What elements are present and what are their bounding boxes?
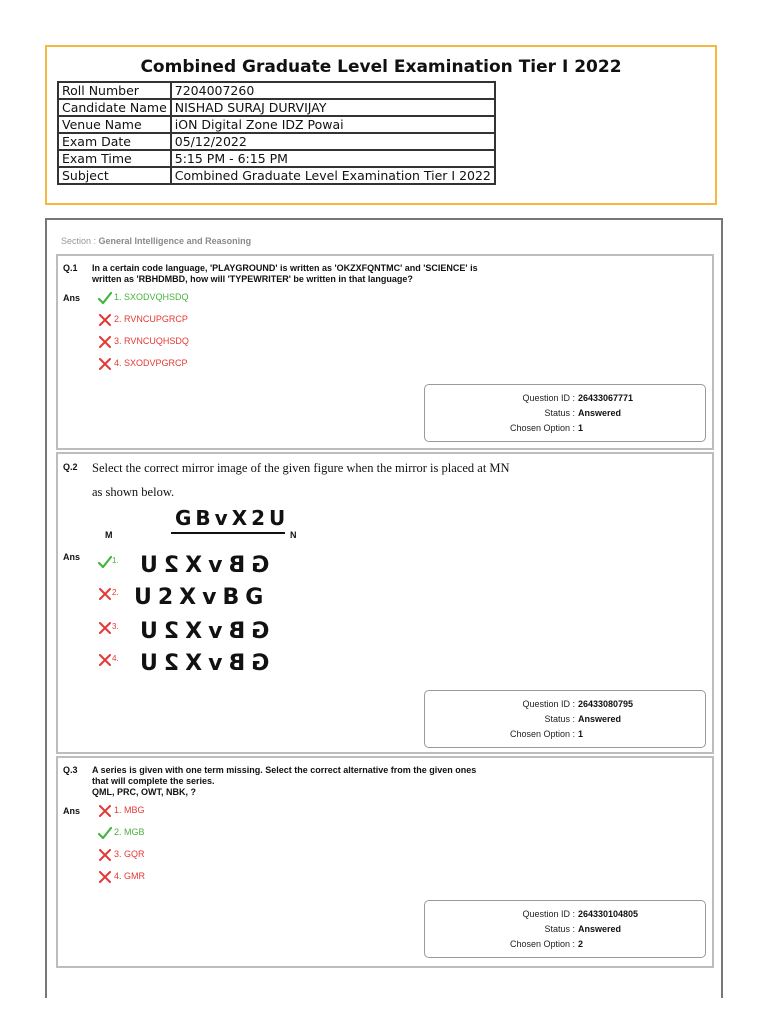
- check-icon: [98, 556, 112, 568]
- question-block-2: [56, 452, 714, 754]
- question-id-value: 264330104805: [578, 909, 639, 919]
- option-4: [98, 356, 188, 370]
- question-text-line: QML, PRC, OWT, NBK, ?: [92, 787, 196, 797]
- question-details-box: [424, 900, 706, 958]
- option-label: 4. SXODVPGRCP: [114, 358, 188, 368]
- exam-header-card: [45, 45, 717, 205]
- option-label: 3. GQR: [114, 849, 145, 859]
- table-row: [58, 99, 495, 116]
- option-number: 3.: [112, 622, 119, 631]
- question-number: Q.1: [63, 263, 78, 273]
- chosen-option-label: Chosen Option :: [509, 423, 575, 433]
- exam-title: Combined Graduate Level Examination Tier I 2022: [140, 57, 622, 77]
- option-2: [98, 584, 269, 614]
- mirror-line: [171, 532, 285, 534]
- option-number: 4.: [112, 654, 119, 663]
- question-text-line: as shown below.: [92, 485, 175, 499]
- mirror-image-option: U2XvBG: [134, 585, 270, 610]
- section-label: [61, 236, 251, 246]
- option-3: [98, 334, 189, 348]
- mirror-image-option: GBvX2U: [134, 553, 270, 578]
- cross-icon: [98, 654, 112, 666]
- option-number: 2.: [112, 588, 119, 597]
- question-text-line: A series is given with one term missing. Select the correct alternative from the given ones: [92, 765, 477, 775]
- option-label: 1. MBG: [114, 805, 145, 815]
- option-number: 1.: [112, 556, 119, 565]
- figure-m-label: M: [105, 530, 113, 540]
- mirror-image-option: GBvX2U: [134, 619, 270, 644]
- answer-label: Ans: [63, 293, 81, 303]
- option-3: [98, 847, 145, 861]
- figure-n-label: N: [290, 530, 297, 540]
- candidate-info-table: [57, 81, 496, 185]
- question-id-label: Question ID :: [522, 393, 575, 403]
- option-label: 1. SXODVQHSDQ: [114, 292, 189, 302]
- status-label: Status :: [544, 924, 575, 934]
- question-text: [92, 765, 532, 798]
- status-label: Status :: [544, 408, 575, 418]
- question-details-box: [424, 690, 706, 748]
- question-text-line: written as 'RBHDMBD, how will 'TYPEWRITER' be written in that language?: [92, 274, 413, 284]
- cross-icon: [98, 849, 112, 861]
- candidate-name-label: Candidate Name: [58, 99, 171, 116]
- question-id-label: Question ID :: [522, 909, 575, 919]
- cross-icon: [98, 314, 112, 326]
- option-2: [98, 312, 188, 326]
- question-number: Q.2: [63, 462, 78, 472]
- section-prefix: Section :: [61, 236, 99, 246]
- question-details-box: [424, 384, 706, 442]
- exam-date-value: 05/12/2022: [171, 133, 495, 150]
- status-value: Answered: [578, 924, 622, 934]
- candidate-name-value: NISHAD SURAJ DURVIJAY: [171, 99, 495, 116]
- chosen-option-value: 1: [578, 729, 584, 739]
- section-container: [45, 218, 723, 998]
- figure-letters: GBvX2U: [175, 506, 290, 530]
- chosen-option-label: Chosen Option :: [509, 729, 575, 739]
- cross-icon: [98, 336, 112, 348]
- question-id-value: 26433080795: [578, 699, 634, 709]
- status-label: Status :: [544, 714, 575, 724]
- question-text-line: Select the correct mirror image of the given figure when the mirror is placed at MN: [92, 461, 510, 475]
- cross-icon: [98, 871, 112, 883]
- option-label: 2. RVNCUPGRCP: [114, 314, 188, 324]
- option-2: [98, 825, 145, 839]
- exam-date-label: Exam Date: [58, 133, 171, 150]
- option-1: [98, 803, 145, 817]
- question-number: Q.3: [63, 765, 78, 775]
- table-row: [58, 167, 495, 184]
- check-icon: [98, 292, 112, 304]
- option-label: 4. GMR: [114, 871, 146, 881]
- question-id-value: 26433067771: [578, 393, 634, 403]
- table-row: [58, 116, 495, 133]
- status-value: Answered: [578, 408, 622, 418]
- option-1: [98, 290, 189, 304]
- subject-label: Subject: [58, 167, 171, 184]
- status-value: Answered: [578, 714, 622, 724]
- cross-icon: [98, 622, 112, 634]
- question-text-line: that will complete the series.: [92, 776, 215, 786]
- cross-icon: [98, 588, 112, 600]
- question-text-line: In a certain code language, 'PLAYGROUND' is written as 'OKZXFQNTMC' and 'SCIENCE' is: [92, 263, 478, 273]
- option-1: [98, 552, 269, 582]
- exam-time-value: 5:15 PM - 6:15 PM: [171, 150, 495, 167]
- cross-icon: [98, 358, 112, 370]
- table-row: [58, 82, 495, 99]
- table-row: [58, 133, 495, 150]
- question-id-label: Question ID :: [522, 699, 575, 709]
- cross-icon: [98, 805, 112, 817]
- option-4: [98, 650, 269, 680]
- chosen-option-value: 2: [578, 939, 584, 949]
- question-text: [92, 263, 532, 285]
- question-block-1: [56, 254, 714, 450]
- subject-value: Combined Graduate Level Examination Tier I 2022: [171, 167, 495, 184]
- question-block-3: [56, 756, 714, 968]
- exam-time-label: Exam Time: [58, 150, 171, 167]
- section-name: General Intelligence and Reasoning: [98, 236, 252, 246]
- answer-label: Ans: [63, 806, 81, 816]
- option-3: [98, 618, 269, 648]
- check-icon: [98, 827, 112, 839]
- venue-name-value: iON Digital Zone IDZ Powai: [171, 116, 495, 133]
- chosen-option-label: Chosen Option :: [509, 939, 575, 949]
- roll-number-value: 7204007260: [171, 82, 495, 99]
- mirror-image-option: GBvX2U: [134, 651, 270, 676]
- chosen-option-value: 1: [578, 423, 584, 433]
- roll-number-label: Roll Number: [58, 82, 171, 99]
- venue-name-label: Venue Name: [58, 116, 171, 133]
- option-label: 3. RVNCUQHSDQ: [114, 336, 189, 346]
- option-4: [98, 869, 145, 883]
- option-label: 2. MGB: [114, 827, 145, 837]
- answer-label: Ans: [63, 552, 81, 562]
- table-row: [58, 150, 495, 167]
